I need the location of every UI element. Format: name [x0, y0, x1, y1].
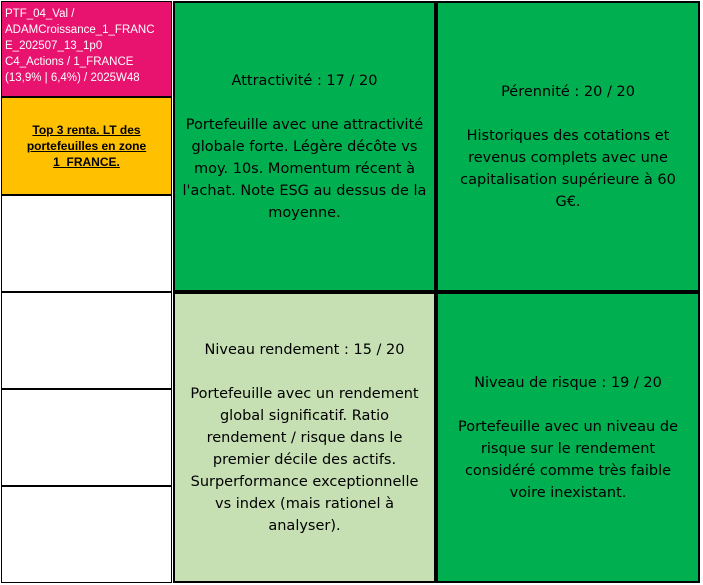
risque-panel [436, 292, 700, 583]
empty-cell [1, 292, 172, 389]
perennite-heading: Pérennité : 20 / 20 [501, 83, 635, 100]
attractivite-heading: Attractivité : 17 / 20 [231, 72, 378, 89]
perennite-description: Historiques des cotations et revenus complets avec une capitalisation supérieure à 60 G€. [460, 127, 676, 210]
portfolio-title-line: PTF_04_Val / [5, 8, 75, 20]
portfolio-title-line: (13,9% | 6,4%) / 2025W48 [5, 72, 140, 84]
attractivite-panel [173, 1, 436, 292]
perennite-panel [436, 1, 700, 292]
portfolio-title-cell [1, 1, 172, 97]
top3-label-cell [1, 97, 172, 195]
portfolio-title-line: E_202507_13_1p0 [5, 40, 103, 52]
rendement-heading: Niveau rendement : 15 / 20 [204, 341, 405, 358]
risque-description: Portefeuille avec un niveau de risque sur le rendement considéré comme très faible voire inexistant. [458, 418, 678, 501]
empty-cell [1, 486, 172, 583]
empty-cell [1, 389, 172, 486]
risque-heading: Niveau de risque : 19 / 20 [474, 374, 662, 391]
portfolio-title-line: C4_Actions / 1_FRANCE [5, 56, 134, 68]
rendement-panel [173, 292, 436, 583]
empty-cell [1, 195, 172, 292]
rendement-description: Portefeuille avec un rendement global significatif. Ratio rendement / risque dans le premier décile des actifs. Surperformance exceptionnelle vs index (mais rationel à analyser). [190, 385, 419, 534]
portfolio-title-line: ADAMCroissance_1_FRANC [5, 24, 155, 36]
attractivite-description: Portefeuille avec une attractivité globale forte. Légère décôte vs moy. 10s. Momentum récent à l'achat. Note ESG au dessus de la moyenne. [182, 116, 427, 221]
top3-label: Top 3 renta. LT des portefeuilles en zone 1_FRANCE. [26, 123, 147, 169]
